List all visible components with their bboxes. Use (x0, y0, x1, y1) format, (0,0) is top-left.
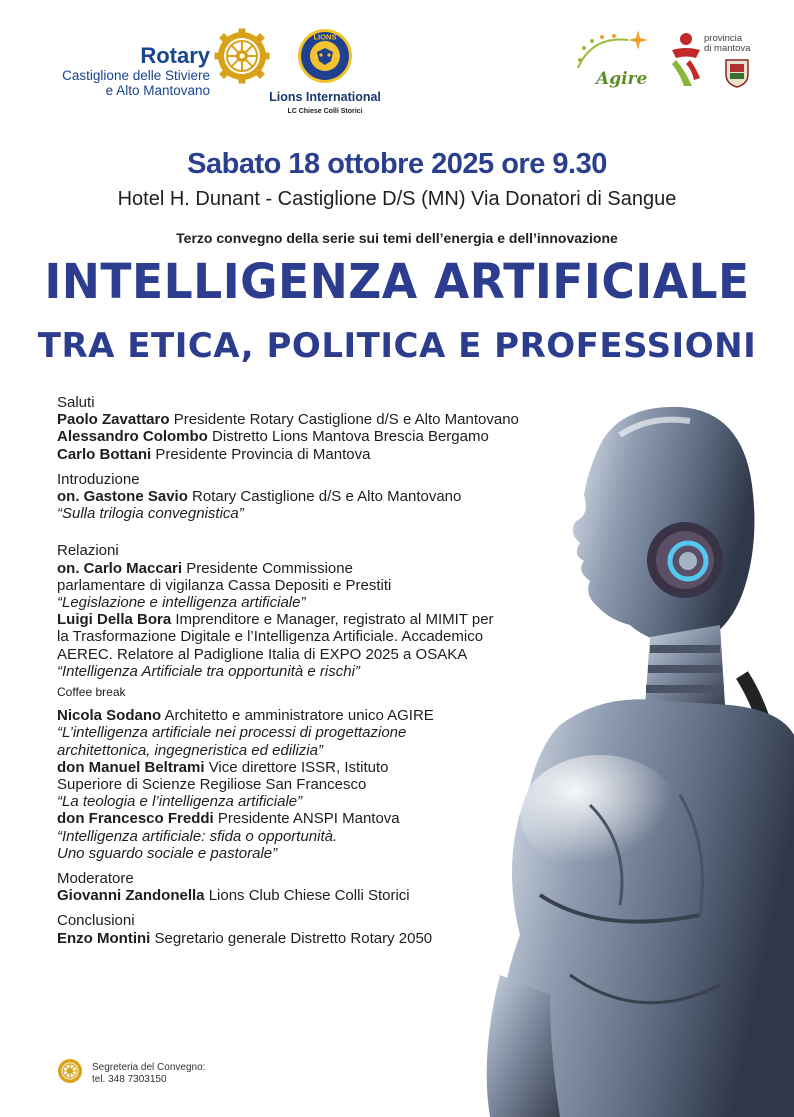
provincia-text (704, 34, 750, 54)
rotary-wordmark: Rotary (140, 43, 210, 68)
talk-title: “Intelligenza artificiale: sfida o opportunità. (57, 827, 338, 845)
rotary-club-line-2: e Alto Mantovano (105, 83, 210, 98)
speaker-role: Vice direttore ISSR, Istituto (204, 758, 389, 776)
speaker-name: Giovanni Zandonella (57, 887, 205, 905)
section-label-conclusioni: Conclusioni (57, 912, 135, 930)
section-label-introduzione: Introduzione (57, 470, 140, 488)
section-label-relazioni: Relazioni (57, 542, 119, 560)
rotary-club-line-1: Castiglione delle Stiviere (62, 68, 210, 83)
speaker-name: Enzo Montini (57, 929, 151, 947)
speaker-line (57, 707, 577, 724)
speaker-line (57, 611, 577, 628)
rotary-wheel-logo (214, 28, 270, 84)
speaker-line (57, 560, 577, 577)
speaker-name: Nicola Sodano (57, 707, 162, 725)
speaker-role: Presidente ANSPI Mantova (213, 810, 400, 828)
speaker-line (57, 887, 577, 904)
speaker-role: Presidente Rotary Castiglione d/S e Alto Mantovano (169, 411, 519, 429)
lions-emblem-text: LIONS (313, 32, 337, 42)
speaker-role: Architetto e amministratore unico AGIRE (161, 707, 434, 725)
speaker-name: Alessandro Colombo (57, 428, 208, 446)
secretariat-contact (92, 1062, 205, 1086)
speaker-line (57, 930, 577, 947)
rotary-club-name (48, 44, 210, 98)
provincia-line-1: provincia (704, 33, 743, 44)
speaker-role: Lions Club Chiese Colli Storici (204, 887, 410, 905)
provincia-di-mantova-logo (666, 28, 756, 90)
lions-emblem-logo (297, 28, 353, 84)
section-saluti (57, 394, 577, 463)
rotary-wheel-small-icon (57, 1058, 83, 1084)
speaker-role-cont: parlamentare di vigilanza Cassa Depositi e Prestiti (57, 576, 392, 594)
section-label-moderatore: Moderatore (57, 870, 134, 888)
speaker-line (57, 411, 577, 428)
speaker-name: don Manuel Beltrami (57, 758, 205, 776)
section-moderatore (57, 870, 577, 904)
speaker-role: Rotary Castiglione d/S e Alto Mantovano (187, 488, 462, 506)
speaker-line (57, 759, 577, 776)
speaker-role: Presidente Commissione (182, 559, 353, 577)
lions-club-name: LC Chiese Colli Storici (287, 108, 363, 115)
speaker-line (57, 428, 577, 445)
talk-title-cont: architettonica, ingegneristica ed edilizia” (57, 741, 323, 759)
secretariat-label: Segreteria del Convegno: (92, 1062, 206, 1073)
secretariat-phone: tel. 348 7303150 (92, 1074, 167, 1085)
agire-logo (572, 28, 660, 94)
provincia-figure-icon (666, 28, 706, 88)
speaker-line (57, 810, 577, 827)
event-date-time: Sabato 18 ottobre 2025 ore 9.30 (187, 148, 607, 180)
speaker-line (57, 446, 577, 463)
speaker-name: on. Gastone Savio (57, 488, 188, 506)
agire-wordmark: Agire (596, 69, 648, 89)
provincia-coat-of-arms-icon (724, 58, 750, 88)
speaker-role: Distretto Lions Mantova Brescia Bergamo (207, 428, 489, 446)
coffee-break-label: Coffee break (57, 685, 126, 700)
speaker-name: Luigi Della Bora (57, 611, 172, 629)
speaker-name: don Francesco Freddi (57, 810, 214, 828)
talk-title: “La teologia e l’intelligenza artificiale” (57, 793, 303, 811)
main-title: INTELLIGENZA ARTIFICIALE (44, 254, 750, 310)
speaker-role: Segretario generale Distretto Rotary 2050 (150, 929, 433, 947)
talk-title: “Sulla trilogia convegnistica” (57, 505, 244, 523)
provincia-line-2: di mantova (704, 43, 751, 54)
section-label-saluti: Saluti (57, 394, 95, 411)
talk-title-cont: Uno sguardo sociale e pastorale” (57, 844, 278, 862)
speaker-role-cont: la Trasformazione Digitale e l’Intelligenza Artificiale. Accademico (57, 628, 484, 646)
talk-title: “L’intelligenza artificiale nei processi di progettazione (57, 724, 407, 742)
speaker-name: Carlo Bottani (57, 445, 152, 463)
speaker-name: Paolo Zavattaro (57, 411, 170, 429)
main-subtitle: TRA ETICA, POLITICA E PROFESSIONI (37, 326, 757, 366)
series-subtitle: Terzo convegno della serie sui temi dell’energia e dell’innovazione (176, 230, 618, 246)
lions-international-name: Lions International (269, 90, 381, 104)
speaker-role: Presidente Provincia di Mantova (151, 445, 371, 463)
speaker-name: on. Carlo Maccari (57, 559, 183, 577)
speaker-role-cont: AEREC. Relatore al Padiglione Italia di EXPO 2025 a OSAKA (57, 645, 468, 663)
programme (57, 394, 577, 955)
speaker-line (57, 488, 577, 505)
talk-title: “Legislazione e intelligenza artificiale” (57, 594, 306, 612)
event-venue: Hotel H. Dunant - Castiglione D/S (MN) Via Donatori di Sangue (117, 188, 677, 210)
talk-title: “Intelligenza Artificiale tra opportunità e rischi” (57, 662, 360, 680)
section-introduzione (57, 471, 577, 523)
section-relazioni (57, 542, 577, 862)
speaker-role-cont: Superiore di Scienze Regiliose San Francesco (57, 776, 367, 794)
section-conclusioni (57, 912, 577, 946)
speaker-role: Imprenditore e Manager, registrato al MIMIT per (171, 611, 494, 629)
